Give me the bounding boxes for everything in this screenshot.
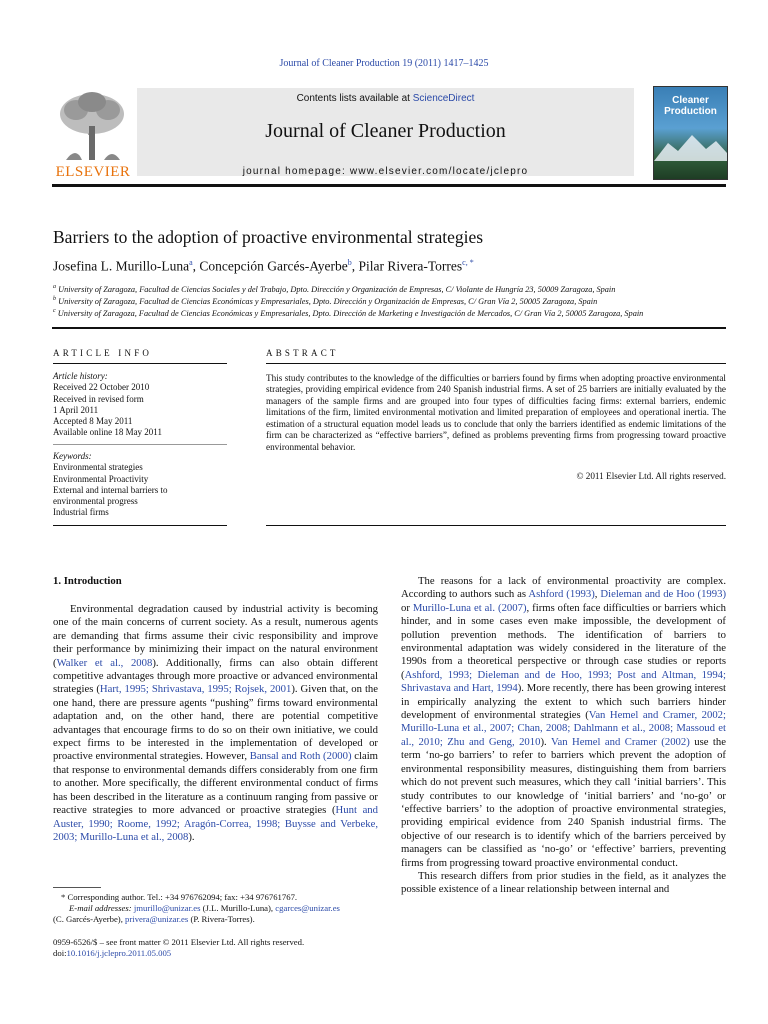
body-paragraph: This research differs from prior studies in the field, as it analyzes the possible existence of a linear relationship between internal and bbox=[401, 869, 726, 896]
author: Pilar Rivera-Torres bbox=[358, 258, 463, 274]
abstract-text: This study contributes to the knowledge of the difficulties or barriers found by firms when adopting proactive environmental strategies, providing empirical evidence from 240 Spanish industrial firms. A set of 25 barriers are initially evaluated by the managers of the sample firms and are grouped into four types of difficulties facing firms: external barriers, endemic limitations of the firm, limited environmental motivation and limited preparation of employees and operational inertia. The estimation of a structural equation model leads us to conclude that only the barriers identified as endemic limitations of the firm can be characterized as “effective barriers”, defined as problems preventing firms from progressing toward proactive environmental behavior. bbox=[266, 373, 726, 452]
elsevier-wordmark: ELSEVIER bbox=[55, 164, 131, 180]
author: Josefina L. Murillo-Luna bbox=[53, 258, 190, 274]
reference-link[interactable]: Bansal and Roth (2000) bbox=[249, 750, 352, 763]
reference-link[interactable]: Van Hemel and Cramer (2002) bbox=[550, 735, 690, 748]
article-info-bottom-rule bbox=[53, 525, 227, 526]
author-affiliation-mark[interactable]: c, * bbox=[462, 258, 474, 267]
keyword: environmental progress bbox=[53, 496, 138, 507]
reference-link[interactable]: Walker et al., 2008 bbox=[56, 656, 153, 669]
footnote-rule bbox=[53, 887, 101, 888]
reference-link[interactable]: Dieleman and de Hoo (1993) bbox=[600, 588, 727, 601]
affiliation-c: $^c$ University of Zaragoza, Facultad de Ciencias Económicas y Empresariales, Dpto. Dirección de Marketing e Investigación de Mercados, C/ Gran Vía 2, 50005 Zaragoza, Spain bbox=[53, 308, 644, 318]
email-label: E-mail addresses: bbox=[69, 903, 132, 914]
left-column bbox=[53, 603, 378, 844]
author: Concepción Garcés-Ayerbe bbox=[199, 258, 348, 274]
article-history bbox=[53, 371, 233, 439]
reference-link[interactable]: Van Hemel and Cramer, 2002; Murillo-Luna et al., 2007; Chan, 2008; Dahlmann et al., 2008; Massoud et al., 2010; Zhu and Geng, 2010 bbox=[401, 709, 726, 748]
abstract-heading: ABSTRACT bbox=[266, 348, 339, 358]
history-item: Accepted 8 May 2011 bbox=[53, 416, 133, 427]
affiliation-a: $^a$ University of Zaragoza, Facultad de Ciencias Sociales y del Trabajo, Dpto. Dirección y Organización de Empresas, C/ Violante de Hungría 23, 50009 Zaragoza, Spain bbox=[53, 284, 616, 294]
contents-line: Contents lists available at ScienceDirect bbox=[296, 93, 475, 104]
issn-line: 0959-6526/$ – see front matter © 2011 Elsevier Ltd. All rights reserved. bbox=[53, 937, 305, 947]
history-item: Available online 18 May 2011 bbox=[53, 427, 162, 438]
corresponding-author: * Corresponding author. Tel.: +34 976762094; fax: +34 976761767. bbox=[61, 892, 298, 902]
abstract-rule bbox=[266, 363, 726, 364]
author-affiliation-mark[interactable]: b bbox=[347, 258, 352, 267]
article-info-heading: ARTICLE INFO bbox=[53, 348, 153, 358]
right-column bbox=[401, 575, 726, 897]
footnote: * Corresponding author. Tel.: +34 976762094; fax: +34 976761767. E-mail addresses: jmurillo@unizar.es (J.L. Murillo-Luna), cgarces@unizar.es (C. Garcés-Ayerbe), privera@unizar.es (P. Rivera-Torres). bbox=[53, 892, 383, 926]
history-divider bbox=[53, 444, 227, 445]
keyword: Environmental strategies bbox=[53, 462, 143, 473]
history-item: Received 22 October 2010 bbox=[53, 382, 150, 393]
journal-title: Journal of Cleaner Production bbox=[265, 120, 506, 142]
journal-citation[interactable]: Journal of Cleaner Production 19 (2011) 1417–1425 bbox=[279, 58, 489, 69]
journal-homepage[interactable]: journal homepage: www.elsevier.com/locate/jclepro bbox=[242, 166, 529, 177]
reference-link[interactable]: Hunt and Auster, 1990; Roome, 1992; Aragón-Correa, 1998; Buysse and Verbeke, 2003; Murillo-Luna et al., 2008 bbox=[53, 804, 378, 843]
doi-link[interactable]: 10.1016/j.jclepro.2011.05.005 bbox=[66, 948, 172, 959]
email-link[interactable]: jmurillo@unizar.es bbox=[133, 903, 201, 914]
keywords bbox=[53, 451, 233, 519]
email-link[interactable]: privera@unizar.es bbox=[125, 914, 189, 925]
author-list: Josefina L. Murillo-Luna$^a$, Concepción Garcés-Ayerbe$^b$, Pilar Rivera-Torres$^{c, *}$ bbox=[53, 258, 474, 274]
header-rule bbox=[52, 184, 726, 187]
reference-link[interactable]: Ashford (1993) bbox=[528, 588, 595, 601]
keyword: External and internal barriers to bbox=[53, 484, 168, 495]
title-rule bbox=[52, 327, 726, 329]
author-affiliation-mark[interactable]: a bbox=[189, 258, 193, 267]
email-link[interactable]: cgarces@unizar.es bbox=[275, 903, 340, 914]
body-paragraph: The reasons for a lack of environmental proactivity are complex. According to authors such as Ashford (1993), Dieleman and de Hoo (1993) or Murillo-Luna et al. (2007), firms often face difficulties or barriers which hinder, and in some cases even make impossible, the development of pollution prevention methods. The identification of barriers to environmental adaptation was widely considered in the literature of the 1990s from a theoretical perspective or through case studies or reports (Ashford, 1993; Dieleman and de Hoo, 1993; Post and Altman, 1994; Shrivastava and Hart, 1994). More recently, there has been growing interest in empirically analyzing the extent to which such barriers hinder development of environmental strategies (Van Hemel and Cramer, 2002; Murillo-Luna et al., 2007; Chan, 2008; Dahlmann et al., 2008; Massoud et al., 2010; Zhu and Geng, 2010). Van Hemel and Cramer (2002) use the term ‘no-go barriers’ to refer to barriers which prevent the adoption of environmental responsibility measures, distinguishing them from barriers which do not prevent such measures, which they call ‘initial barriers’. This study contributes to our knowledge of ‘initial barriers’ and ‘no-go’ or ‘effective barriers’ to the adoption of proactive environmental strategies, providing empirical evidence from 240 Spanish industrial firms. The objective of our research is to identify which of the barriers perceived by managers can be classified as ‘no-go’ or ‘effective’ barriers, preventing firms from progressing toward proactive environmental conduct. bbox=[401, 575, 727, 869]
keywords-label: Keywords: bbox=[53, 451, 92, 461]
history-item: Received in revised form bbox=[53, 393, 144, 404]
abstract-bottom-rule bbox=[266, 525, 726, 526]
affiliation-b: $^b$ University of Zaragoza, Facultad de Ciencias Económicas y Empresariales, Dpto. Dirección y Organización de Empresas, C/ Gran Vía 2, 50005 Zaragoza, Spain bbox=[53, 296, 598, 306]
keyword: Environmental Proactivity bbox=[53, 473, 149, 484]
keyword: Industrial firms bbox=[53, 507, 109, 518]
paper-title: Barriers to the adoption of proactive environmental strategies bbox=[53, 227, 484, 247]
journal-cover-image bbox=[653, 86, 728, 180]
reference-link[interactable]: Ashford, 1993; Dieleman and de Hoo, 1993; Post and Altman, 1994; Shrivastava and Hart, 1994 bbox=[401, 668, 726, 695]
abstract-copyright: © 2011 Elsevier Ltd. All rights reserved. bbox=[576, 471, 726, 481]
history-label: Article history: bbox=[53, 371, 108, 381]
cover-title: Cleaner Production bbox=[664, 95, 717, 117]
reference-link[interactable]: Murillo-Luna et al. (2007) bbox=[412, 601, 527, 614]
section-heading: 1. Introduction bbox=[53, 575, 122, 587]
history-item: 1 April 2011 bbox=[53, 404, 99, 415]
reference-link[interactable]: Hart, 1995; Shrivastava, 1995; Rojsek, 2001 bbox=[99, 683, 292, 696]
page-footer: 0959-6526/$ – see front matter © 2011 Elsevier Ltd. All rights reserved. doi:10.1016/j.jclepro.2011.05.005 bbox=[53, 937, 393, 959]
sciencedirect-link[interactable]: ScienceDirect bbox=[412, 93, 475, 104]
article-info-rule bbox=[53, 363, 227, 364]
intro-paragraph: Environmental degradation caused by industrial activity is becoming one of the main concerns of current society. As a result, numerous agents are demanding that firms assume their civic responsibility and improve their performance by minimizing their impact on the natural environment (Walker et al., 2008). Additionally, firms can also obtain different competitive advantages through more proactive or advanced environmental strategies (Hart, 1995; Shrivastava, 1995; Rojsek, 2001). Given that, on the one hand, there are pressure agents “pushing” firms toward environmental adaptation and, on the other hand, there are potential competitive advantages that encourage firms to do so on their own initiative, we could expect firms to be interested in the implementation of developed or proactive environmental strategies. However, Bansal and Roth (2000) claim that response to environmental demands differs considerably from one firm to another. More specifically, the different environmental conduct of firms has been described in the literature as a continuum ranging from passive or reactive strategies to more advanced or proactive strategies (Hunt and Auster, 1990; Roome, 1992; Aragón-Correa, 1998; Buysse and Verbeke, 2003; Murillo-Luna et al., 2008). bbox=[53, 603, 378, 843]
